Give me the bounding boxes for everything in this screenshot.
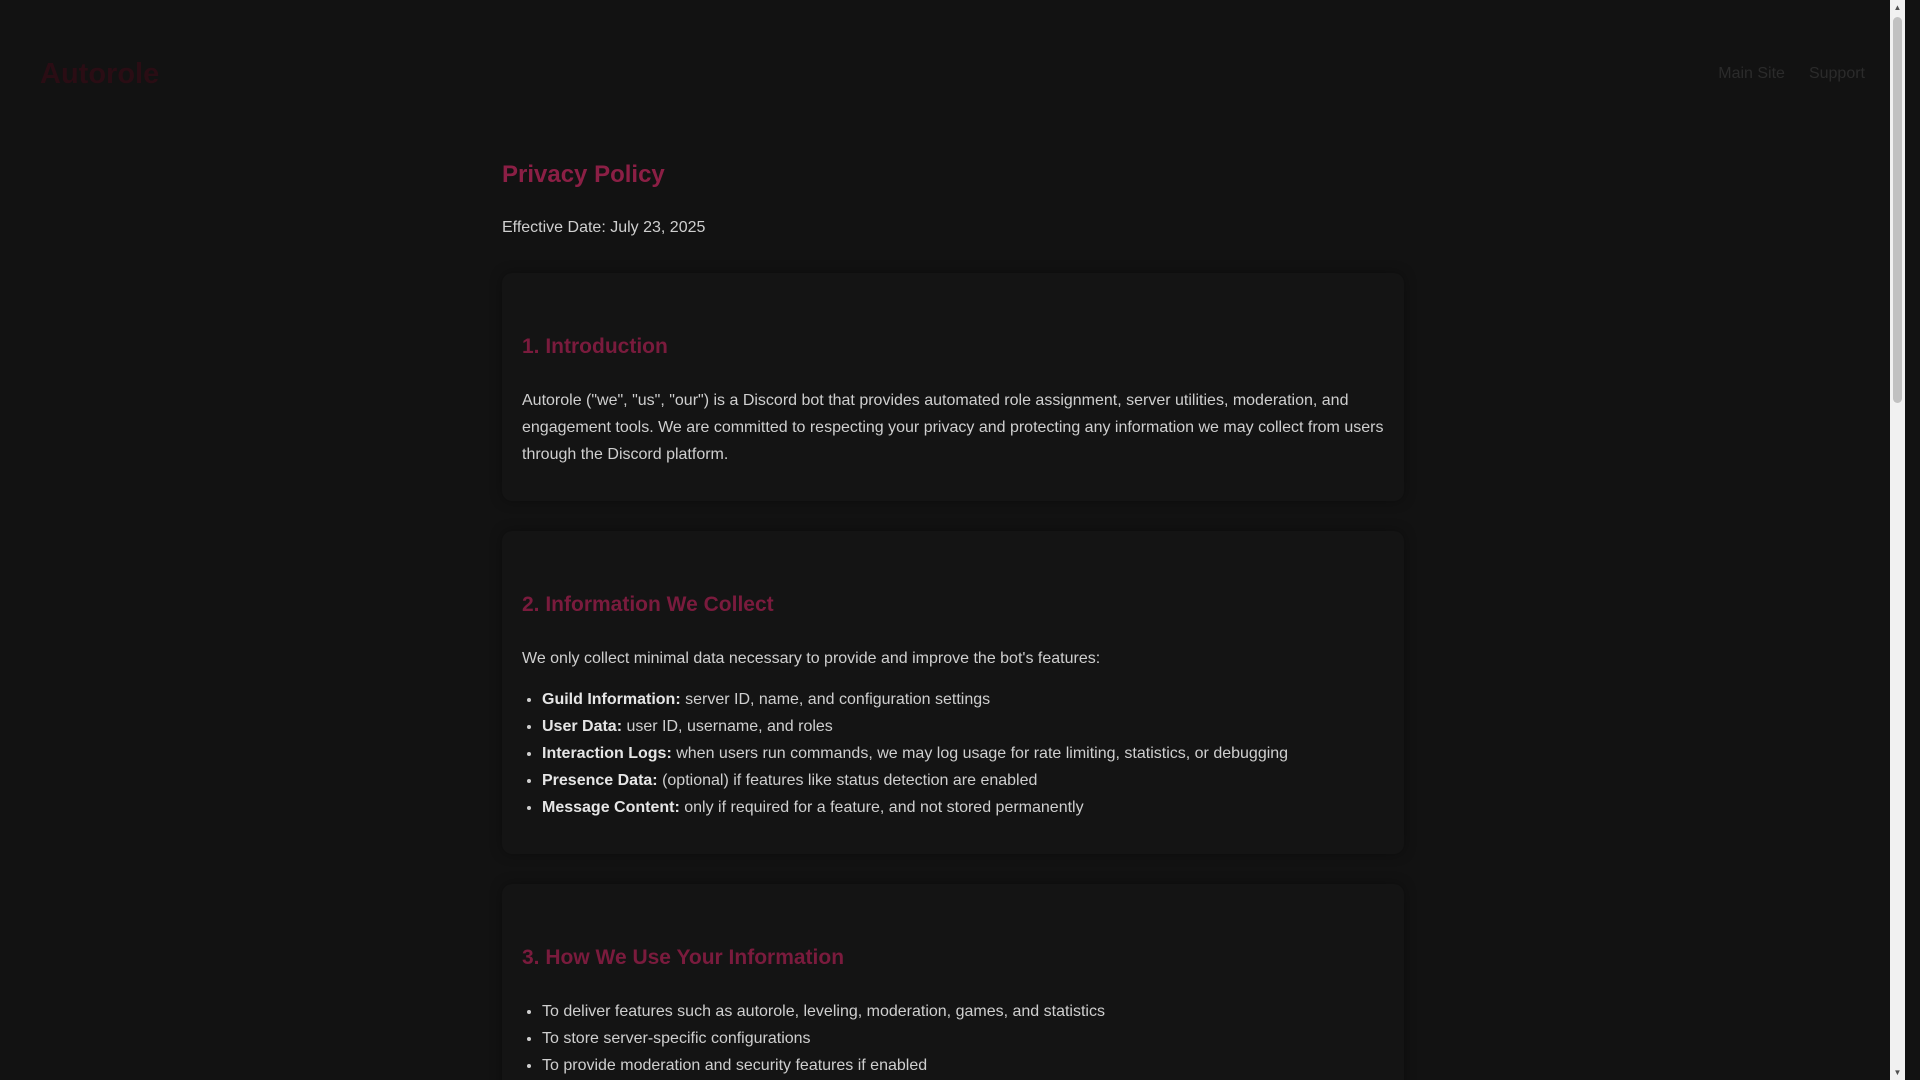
section-title: 1. Introduction [522,335,668,358]
vertical-scrollbar[interactable] [1890,0,1905,1080]
list-item [542,686,1384,713]
usage-list [522,998,1384,1079]
list-item [542,767,1384,794]
nav-support-link[interactable]: Support [1808,65,1865,82]
scroll-up-arrow-icon[interactable]: ▲ [1893,3,1902,12]
list-item-label: Interaction Logs: [542,745,672,762]
collected-data-list [522,686,1384,821]
list-item: • To deliver features such as autorole, leveling, moderation, games, and statistics [542,998,1384,1025]
section-introduction [502,273,1404,501]
section-paragraph: We only collect minimal data necessary to provide and improve the bot's features: [522,650,1101,667]
section-title: 3. How We Use Your Information [522,946,845,969]
list-item-label: Guild Information: [542,691,681,708]
list-item-text: user ID, username, and roles [622,718,833,735]
list-item-label: Presence Data: [542,772,658,789]
section-title: 2. Information We Collect [522,593,774,616]
section-information-we-collect [502,531,1404,854]
list-item [542,713,1384,740]
effective-date: Effective Date: July 23, 2025 [502,219,706,236]
section-how-we-use-information [502,884,1404,1080]
scrollbar-thumb[interactable] [1893,17,1902,403]
policy-content [502,161,1404,1080]
list-item-text: only if required for a feature, and not stored permanently [679,799,1084,816]
list-item: • To store server-specific configurations [542,1025,1384,1052]
list-item [542,740,1384,767]
list-item-text: server ID, name, and configuration settings [680,691,991,708]
top-navbar [0,0,1905,148]
list-item-text: when users run commands, we may log usage for rate limiting, statistics, or debugging [671,745,1289,762]
list-item-label: Message Content: [542,799,680,816]
list-item [542,794,1384,821]
scroll-down-arrow-icon[interactable]: ▼ [1893,1068,1902,1077]
list-item-text: (optional) if features like status detection are enabled [657,772,1038,789]
list-item: • To provide moderation and security features if enabled [542,1052,1384,1079]
nav-main-site-link[interactable]: Main Site [1718,65,1785,82]
page-title: Privacy Policy [502,161,665,188]
section-paragraph: Autorole ("we", "us", "our") is a Discord bot that provides automated role assignment, server utilities, moderation, and engagement tools. We are committed to respecting your privacy and protecting any information we may collect from users through the Discord platform. [522,392,1384,463]
list-item-label: User Data: [542,718,623,735]
brand-logo-link[interactable]: Autorole [40,57,160,90]
top-nav [1718,65,1865,83]
